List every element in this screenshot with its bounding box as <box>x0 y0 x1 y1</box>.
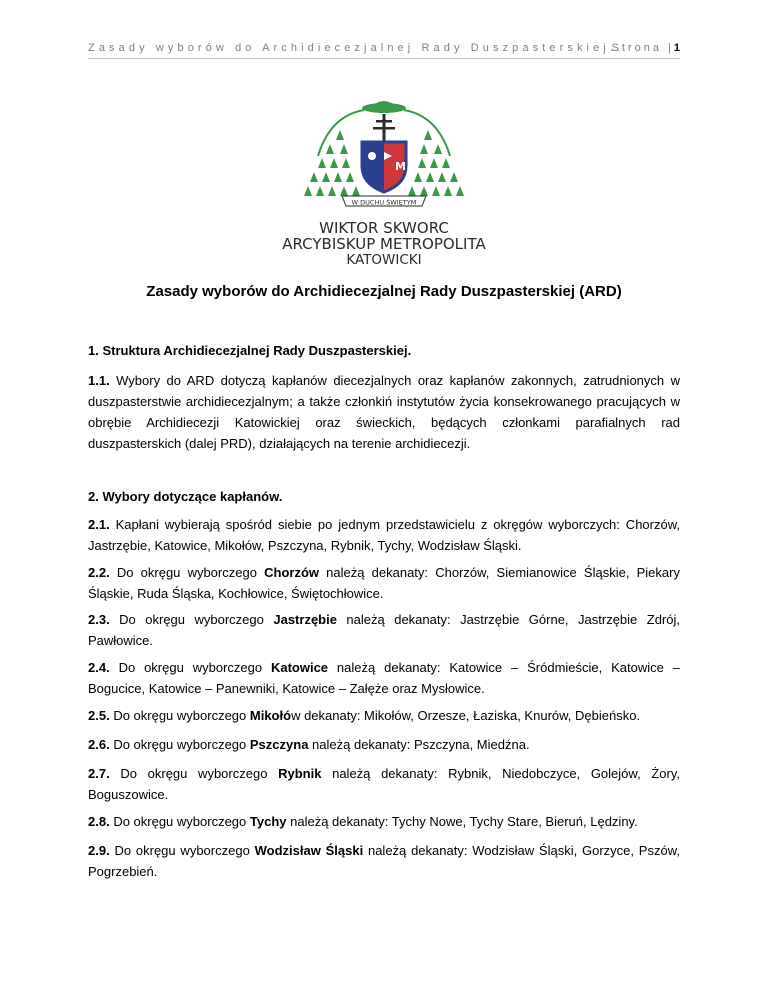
crest-name-line2: ARCYBISKUP METROPOLITA <box>282 235 486 253</box>
paragraph-1-1 <box>88 370 680 454</box>
running-header <box>88 40 680 59</box>
paragraph-2-7: 2.7. Do okręgu wyborczego Rybnik należą dekanaty: Rybnik, Niedobczyce, Golejów, Żory, Boguszowice. <box>88 766 680 802</box>
shield-letter: M <box>395 160 406 173</box>
paragraph-2-5: 2.5. Do okręgu wyborczego Mikołów dekanaty: Mikołów, Orzesze, Łaziska, Knurów, Dębieńsko. <box>88 708 641 723</box>
paragraph-2-1: 2.1. Kapłani wybierają spośród siebie po jednym przedstawicielu z okręgów wyborczych: Chorzów, Jastrzębie, Katowice, Mikołów, Pszczyna, Rybnik, Tychy, Wodzisław Śląski. <box>88 517 680 553</box>
page-separator: | <box>668 42 674 54</box>
paragraph-2-6: 2.6. Do okręgu wyborczego Pszczyna należą dekanaty: Pszczyna, Miedźna. <box>88 737 530 752</box>
archbishop-coat-of-arms <box>300 96 468 226</box>
crest-banner-text: W DUCHU ŚWIĘTYM <box>351 198 417 207</box>
crest-name-line1: WIKTOR SKWORC <box>319 219 449 237</box>
paragraph-2-4: 2.4. Do okręgu wyborczego Katowice należą dekanaty: Katowice – Śródmieście, Katowice – Bogucice, Katowice – Panewniki, Katowice – Załęże oraz Mysłowice. <box>88 660 680 696</box>
paragraph-2-9: 2.9. Do okręgu wyborczego Wodzisław Śląski należą dekanaty: Wodzisław Śląski, Gorzyce, Pszów, Pogrzebień. <box>88 843 680 879</box>
p1-line4: duszpasterskich (dalej PRD), działających na terenie archidiecezji. <box>88 436 471 451</box>
paragraph-2-2: 2.2. Do okręgu wyborczego Chorzów należą dekanaty: Chorzów, Siemianowice Śląskie, Piekary Śląskie, Ruda Śląska, Kochłowice, Świętochłowice. <box>88 565 680 601</box>
district-rybnik: Rybnik <box>278 766 322 781</box>
p1-line2: duszpasterstwie archidiecezjalnym; a także członkiń instytutów życia konsekrowanego pracujących w <box>88 394 680 409</box>
section1-heading: 1. Struktura Archidiecezjalnej Rady Duszpasterskiej. <box>88 343 412 358</box>
district-mikolow: Mikołó <box>249 708 292 723</box>
crest-name-line3: KATOWICKI <box>346 252 422 268</box>
section2-heading: 2. Wybory dotyczące kapłanów. <box>88 489 283 504</box>
district-chorzow: Chorzów <box>264 565 319 580</box>
crest-name-block <box>230 220 538 268</box>
document-title: Zasady wyborów do Archidiecezjalnej Rady Duszpasterskiej (ARD) <box>146 283 622 300</box>
paragraph-2-8: 2.8. Do okręgu wyborczego Tychy należą dekanaty: Tychy Nowe, Tychy Stare, Bieruń, Lędziny. <box>88 814 638 829</box>
paragraph-2-3: 2.3. Do okręgu wyborczego Jastrzębie należą dekanaty: Jastrzębie Górne, Jastrzębie Zdrój, Pawłowice. <box>88 612 680 648</box>
district-pszczyna: Pszczyna <box>249 737 309 752</box>
district-tychy: Tychy <box>249 814 287 829</box>
p1-line3: obrębie Archidiecezji Katowickiej oraz świeckich, będących członkami parafialnych rad <box>88 415 680 430</box>
p1-line1: Wybory do ARD dotyczą kapłanów diecezjalnych oraz kapłanów zakonnych, zatrudnionych w <box>116 373 680 388</box>
page-number: 1 <box>673 42 680 54</box>
district-katowice: Katowice <box>270 660 329 675</box>
district-wodzislaw: Wodzisław Śląski <box>254 843 364 858</box>
page-indicator <box>612 42 680 54</box>
district-jastrzebie: Jastrzębie <box>273 612 337 627</box>
p1-number: 1.1. <box>88 373 110 388</box>
running-title: Zasady wyborów do Archidiecezjalnej Rady Duszpasterskiej… <box>88 42 625 54</box>
page-label: Strona <box>611 42 662 54</box>
